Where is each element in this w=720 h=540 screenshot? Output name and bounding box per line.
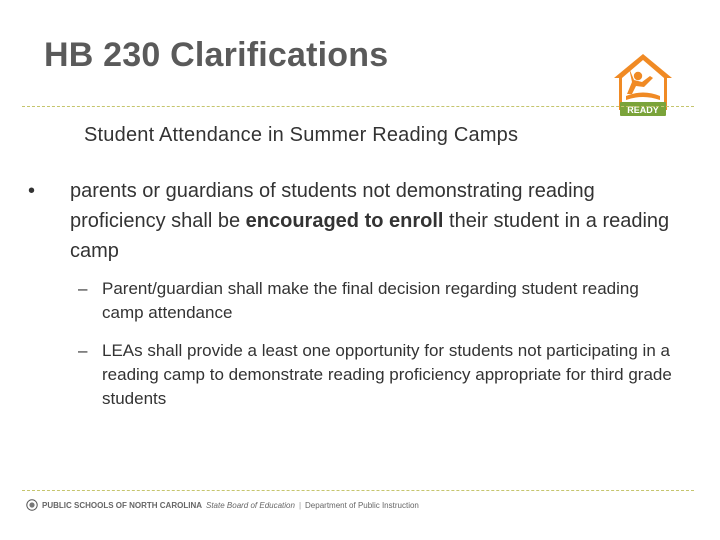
footer: [26, 498, 419, 512]
footer-board: State Board of Education: [206, 500, 295, 510]
state-seal-icon: [26, 499, 38, 511]
bullet-text-bold: encouraged to enroll: [245, 210, 444, 232]
header-divider: [22, 106, 694, 107]
footer-org: PUBLIC SCHOOLS OF NORTH CAROLINA: [42, 500, 202, 510]
slide-subtitle: Student Attendance in Summer Reading Camps: [84, 124, 519, 146]
sub-bullet-text: Parent/guardian shall make the final decision regarding student reading camp attendance: [102, 279, 639, 322]
footer-separator: |: [298, 500, 302, 510]
sub-bullet-dash: –: [78, 341, 88, 360]
bullet-text-start: parents or guardians of students not demonstrating reading proficiency shall be: [70, 180, 595, 232]
bullet-text-end: their student in a reading camp: [70, 210, 670, 262]
ready-house-icon: [612, 52, 674, 118]
footer-divider: [22, 490, 694, 491]
sub-bullet-item: [78, 277, 678, 325]
sub-bullet-text: LEAs shall provide a least one opportunity for students not participating in a reading camp to demonstrate reading proficiency appropriate for third grade students: [102, 341, 672, 408]
logo-text: READY: [627, 105, 659, 115]
slide-title: HB 230 Clarifications: [44, 36, 389, 74]
bullet-text: [70, 176, 678, 266]
footer-dept: Department of Public Instruction: [305, 500, 419, 510]
sub-bullet-item: [78, 339, 678, 411]
bullet-dot: •: [28, 180, 36, 202]
bullet-item: [28, 176, 678, 266]
sub-bullet-dash: –: [78, 279, 88, 298]
